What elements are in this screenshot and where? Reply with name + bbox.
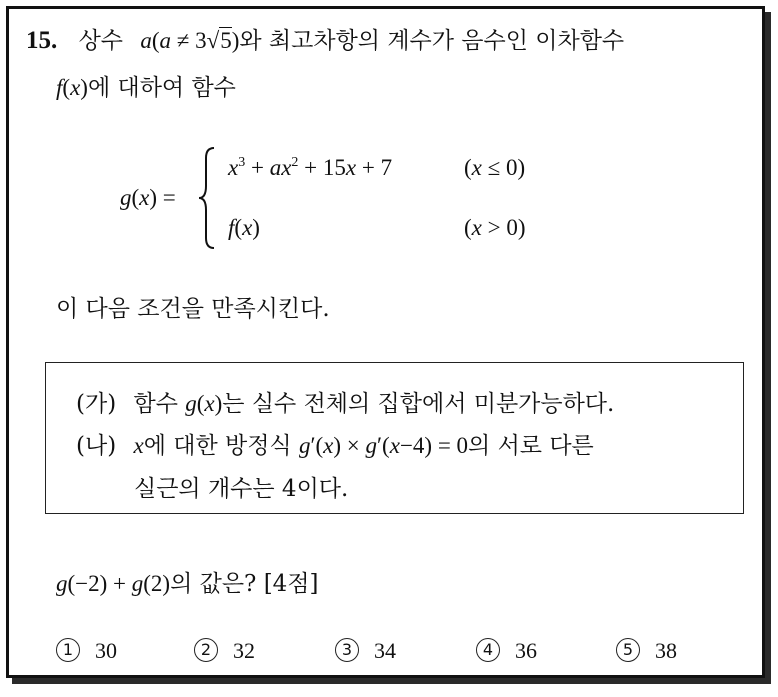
condition-b-label: (나) <box>76 433 117 459</box>
condition-intro: 이 다음 조건을 만족시킨다. <box>56 296 330 322</box>
g-lhs: g(x) = <box>120 185 176 210</box>
constant-label: 상수 <box>78 28 123 54</box>
choice-3[interactable]: 3 34 <box>335 638 396 664</box>
header-rest: 와 최고차항의 계수가 음수인 이차함수 <box>239 28 625 54</box>
condition-b: (나) x에 대한 방정식 g′(x) × g′(x−4) = 0의 서로 다른 <box>76 433 594 459</box>
choice-1[interactable]: 1 30 <box>56 638 117 664</box>
condition-a-label: (가) <box>76 391 117 417</box>
choice-4[interactable]: 4 36 <box>476 638 537 664</box>
problem-header: 15. 상수 a(a ≠ 3√5)와 최고차항의 계수가 음수인 이차함수 <box>26 27 625 54</box>
case-2-expression: f(x) <box>228 215 260 240</box>
condition-b-line-2: 실근의 개수는 4이다. <box>134 476 349 502</box>
line2-text: 에 대하여 함수 <box>87 75 236 101</box>
condition-a: (가) 함수 g(x)는 실수 전체의 집합에서 미분가능하다. <box>76 391 615 417</box>
choice-5[interactable]: 5 38 <box>616 638 677 664</box>
question: g(−2) + g(2)의 값은? [4점] <box>56 571 319 597</box>
case-1-condition: (x ≤ 0) <box>464 155 526 180</box>
choice-2[interactable]: 2 32 <box>194 638 255 664</box>
constant-a: a <box>140 28 152 53</box>
problem-number: 15. <box>26 27 58 54</box>
left-brace <box>198 146 216 250</box>
case-2-condition: (x > 0) <box>464 215 526 240</box>
case-1-expression: $x^3 + ax^2 + 15x + 7$ <box>228 155 393 180</box>
problem-line-2: f(x)에 대하여 함수 <box>56 75 236 101</box>
